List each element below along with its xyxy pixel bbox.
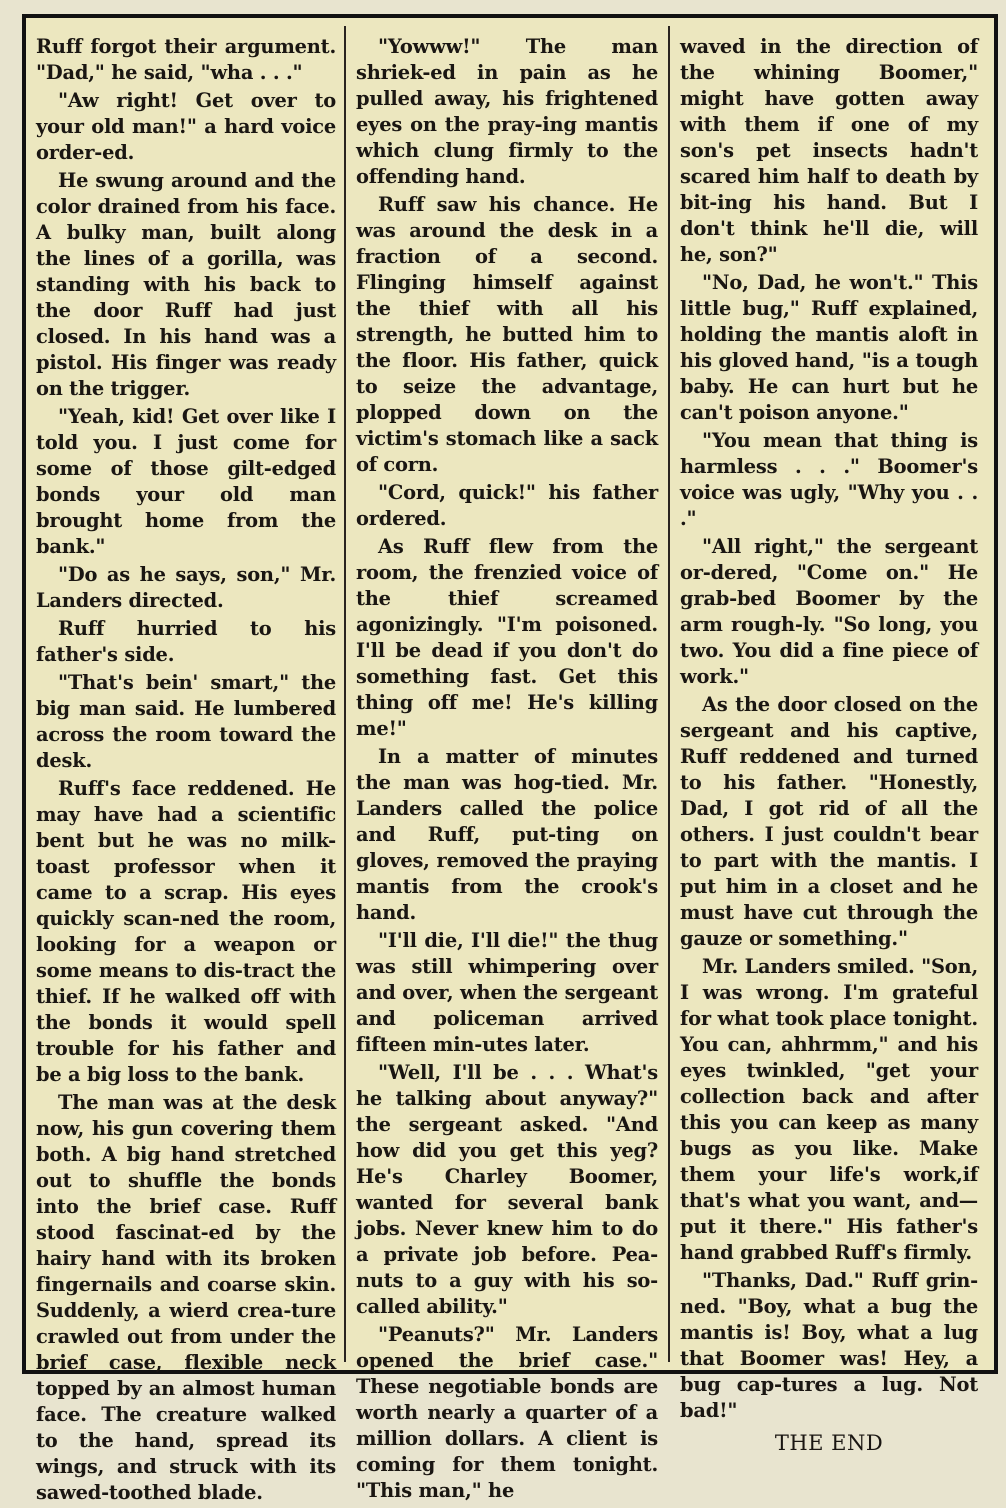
paragraph: As Ruff flew from the room, the frenzied voice of the thief screamed agonizingly. "I'm poisoned. I'll be dead if you don't do something fast. Get this thing off me! He's killing me!" [356, 535, 658, 740]
paragraph: "Aw right! Get over to your old man!" a hard voice order-ed. [36, 89, 336, 164]
story-page [22, 14, 998, 1504]
paragraph: "Thanks, Dad." Ruff grin-ned. "Boy, what a bug the mantis is! Boy, what a lug that Boomer was! Hey, a bug cap-tures a lug. Not bad!" [680, 1269, 978, 1422]
paragraph: "Peanuts?" Mr. Landers opened the brief case." These negotiable bonds are worth nearly a quarter of a million dollars. A client is coming for them tonight. "This man," he [356, 1323, 658, 1502]
text-column-3 [680, 34, 978, 1458]
paragraph: "You mean that thing is harmless . . ." Boomer's voice was ugly, "Why you . . ." [680, 429, 978, 530]
paragraph: Ruff's face reddened. He may have had a scientific bent but he was no milk-toast professor when it came to a scrap. His eyes quickly scan-ned the room, looking for a weapon or some means to dis-tract the thief. If he walked off with the bonds it would spell trouble for his father and be a big loss to the bank. [36, 777, 336, 1086]
paragraph: He swung around and the color drained from his face. A bulky man, built along the lines of a gorilla, was standing with his back to the door Ruff had just closed. In his hand was a pistol. His finger was ready on the trigger. [36, 169, 336, 400]
paragraph: "Yowww!" The man shriek-ed in pain as he pulled away, his frightened eyes on the pray-ing mantis which clung firmly to the offending hand. [356, 35, 658, 188]
paragraph: The man was at the desk now, his gun covering them both. A big hand stretched out to shuffle the bonds into the brief case. Ruff stood fascinat-ed by the hairy hand with its broken fingernails and coarse skin. Suddenly, a wierd crea-ture crawled out from under the brief case, flexible neck topped by an almost human face. The creature walked to the hand, spread its wings, and struck with its sawed-toothed blade. [36, 1091, 336, 1504]
paragraph: Ruff forgot their argument. "Dad," he said, "wha . . ." [36, 35, 336, 84]
paragraph: waved in the direction of the whining Boomer," might have gotten away with them if one of my son's pet insects hadn't scared him half to death by bit-ing his hand. But I don't think he'll die, will he, son?" [680, 35, 978, 266]
text-column-2 [356, 34, 658, 1506]
paragraph: "That's bein' smart," the big man said. He lumbered across the room toward the desk. [36, 671, 336, 772]
paragraph: Mr. Landers smiled. "Son, I was wrong. I'm grateful for what took place tonight. You can, ahhrmm," and his eyes twinkled, "get your collection back and after this you can keep as many bugs as you like. Make them your life's work,if that's what you want, and—put it there." His father's hand grabbed Ruff's firmly. [680, 955, 978, 1264]
the-end-label: THE END [774, 1431, 884, 1455]
paragraph: Ruff hurried to his father's side. [36, 617, 336, 666]
paragraph: "Do as he says, son," Mr. Landers directed. [36, 563, 336, 612]
text-column-1 [36, 34, 336, 1508]
paragraph: "Yeah, kid! Get over like I told you. I just come for some of those gilt-edged bonds your old man brought home from the bank." [36, 405, 336, 558]
paragraph: "Well, I'll be . . . What's he talking about anyway?" the sergeant asked. "And how did you get this yeg? He's Charley Boomer, wanted for several bank jobs. Never knew him to do a private job before. Pea-nuts to a guy with his so-called ability." [356, 1061, 658, 1318]
paragraph: "All right," the sergeant or-dered, "Come on." He grab-bed Boomer by the arm rough-ly. "So long, you two. You did a fine piece of work." [680, 535, 978, 688]
column-divider [344, 26, 346, 1362]
column-divider [668, 26, 670, 1362]
paragraph: "Cord, quick!" his father ordered. [356, 481, 658, 530]
paragraph: In a matter of minutes the man was hog-tied. Mr. Landers called the police and Ruff, put-ting on gloves, removed the praying mantis from the crook's hand. [356, 745, 658, 924]
paragraph: "I'll die, I'll die!" the thug was still whimpering over and over, when the sergeant and policeman arrived fifteen min-utes later. [356, 929, 658, 1056]
paragraph: Ruff saw his chance. He was around the desk in a fraction of a second. Flinging himself against the thief with all his strength, he butted him to the floor. His father, quick to seize the advantage, plopped down on the victim's stomach like a sack of corn. [356, 193, 658, 476]
paragraph: "No, Dad, he won't." This little bug," Ruff explained, holding the mantis aloft in his gloved hand, "is a tough baby. He can hurt but he can't poison anyone." [680, 271, 978, 424]
paragraph: As the door closed on the sergeant and his captive, Ruff reddened and turned to his father. "Honestly, Dad, I got rid of all the others. I just couldn't bear to part with the mantis. I put him in a closet and he must have cut through the gauze or something." [680, 693, 978, 950]
